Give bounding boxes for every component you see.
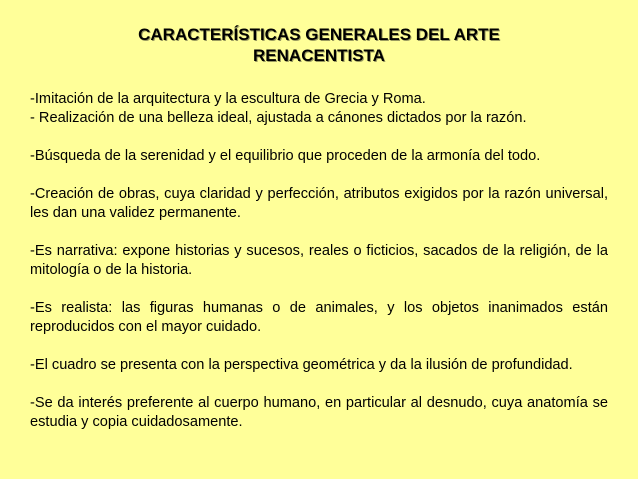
paragraph-ideal-beauty: - Realización de una belleza ideal, ajustada a cánones dictados por la razón. (30, 110, 527, 126)
paragraph-creation: -Creación de obras, cuya claridad y perfección, atributos exigidos por la razón universal, les dan una validez permanente. (30, 186, 608, 221)
paragraph-perspective: -El cuadro se presenta con la perspectiva geométrica y da la ilusión de profundidad. (30, 357, 573, 373)
paragraph-realist: -Es realista: las figuras humanas o de animales, y los objetos inanimados están reproducidos con el mayor cuidado. (30, 300, 608, 335)
paragraph-serenity: -Búsqueda de la serenidad y el equilibrio que proceden de la armonía del todo. (30, 148, 541, 164)
paragraph-narrative: -Es narrativa: expone historias y sucesos, reales o ficticios, sacados de la religión, de la mitología o de la historia. (30, 243, 608, 278)
slide-title-line-2: RENACENTISTA (253, 46, 385, 65)
slide-body (30, 90, 608, 432)
slide-title (30, 24, 608, 66)
slide-title-line-1: CARACTERÍSTICAS GENERALES DEL ARTE (138, 25, 500, 44)
paragraph-human-body: -Se da interés preferente al cuerpo humano, en particular al desnudo, cuya anatomía se estudia y copia cuidadosamente. (30, 395, 608, 430)
paragraph-imitation: -Imitación de la arquitectura y la escultura de Grecia y Roma. (30, 91, 426, 107)
